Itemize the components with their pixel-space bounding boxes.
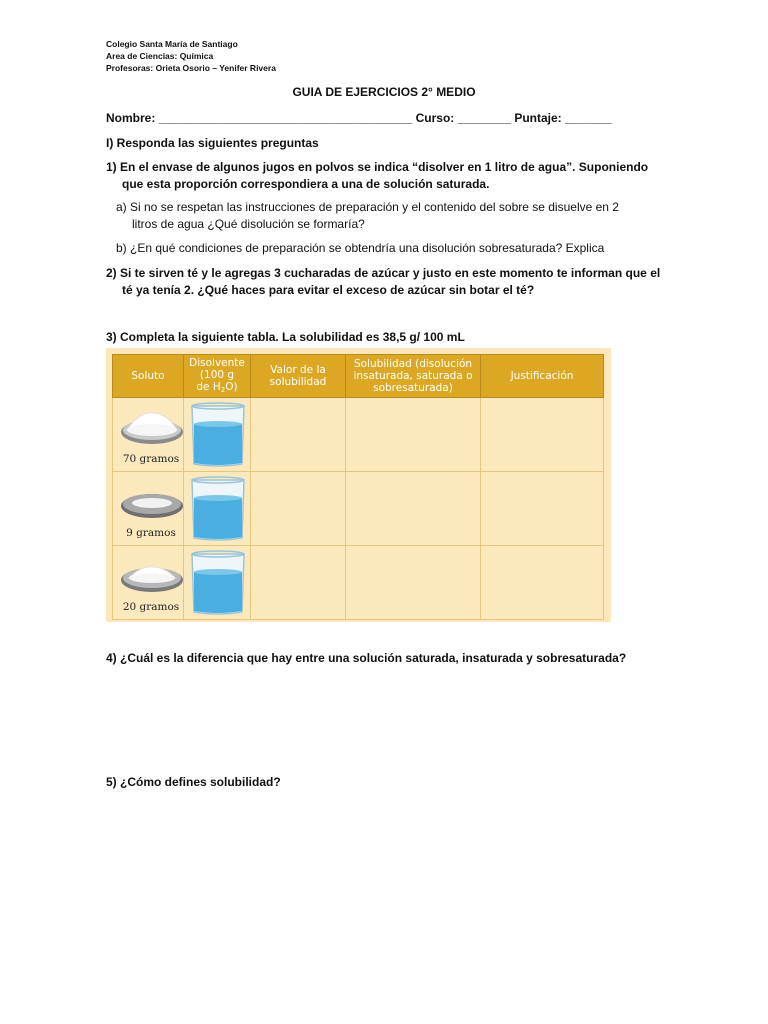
- solvent-cell: [184, 472, 251, 546]
- justificacion-cell[interactable]: [481, 472, 604, 546]
- page-title: GUIA DE EJERCICIOS 2° MEDIO: [292, 85, 476, 99]
- header-disolvente-line-3a: de H: [196, 380, 221, 393]
- justificacion-cell[interactable]: [481, 546, 604, 620]
- solvent-cell: [184, 398, 251, 472]
- question-1-line-1: 1) En el envase de algunos jugos en polvos se indica “disolver en 1 litro de agua”. Suponiendo: [106, 160, 649, 174]
- section-title: I) Responda las siguientes preguntas: [106, 136, 319, 150]
- beaker-water-icon: [188, 476, 248, 542]
- justificacion-cell[interactable]: [481, 398, 604, 472]
- solvent-cell: [184, 546, 251, 620]
- question-1: [106, 159, 666, 193]
- table-header-row: [113, 355, 604, 398]
- header-disolvente-line-2: (100 g: [199, 368, 235, 381]
- header-disolvente-line-1: Disolvente: [189, 356, 245, 369]
- solubility-table: [112, 354, 604, 620]
- solute-amount: 9 gramos: [126, 527, 176, 539]
- solute-amount: 20 gramos: [122, 601, 180, 613]
- header-disolvente-subscript: 2: [220, 385, 226, 394]
- header-justificacion: Justificación: [481, 355, 604, 398]
- question-3: 3) Completa la siguiente tabla. La solubilidad es 38,5 g/ 100 mL: [106, 330, 465, 344]
- solute-cell: [113, 472, 184, 546]
- beaker-water-icon: [188, 550, 248, 616]
- valor-cell[interactable]: [251, 398, 346, 472]
- question-1a-line-1: a) Si no se respetan las instrucciones de preparación y el contenido del sobre se disuelve en 2: [116, 200, 619, 214]
- question-2-line-2: té ya tenía 2. ¿Qué haces para evitar el exceso de azúcar sin botar el té?: [122, 283, 535, 297]
- teachers: Profesoras: Orieta Osorio – Yenifer Rivera: [106, 63, 276, 73]
- dish-heaped-icon: [119, 410, 185, 450]
- beaker-water-icon: [188, 402, 248, 468]
- solubility-table-figure: [106, 348, 611, 622]
- question-1a: [116, 199, 676, 233]
- question-4: 4) ¿Cuál es la diferencia que hay entre una solución saturada, insaturada y sobresaturada?: [106, 651, 627, 665]
- table-row: [113, 546, 604, 620]
- science-area: Area de Ciencias: Química: [106, 51, 214, 61]
- solute-amount: 70 gramos: [122, 453, 180, 465]
- header-disolvente-line-3b: O): [225, 380, 238, 393]
- school-name: Colegio Santa María de Santiago: [106, 39, 238, 49]
- solute-cell: [113, 398, 184, 472]
- question-1b: b) ¿En qué condiciones de preparación se obtendría una disolución sobresaturada? Explica: [116, 241, 605, 255]
- question-2: [106, 265, 676, 299]
- table-row: [113, 472, 604, 546]
- header-soluto: Soluto: [113, 355, 184, 398]
- question-1-line-2: que esta proporción correspondiera a una de solución saturada.: [122, 177, 490, 191]
- dish-small-icon: [119, 484, 185, 524]
- question-1a-line-2: litros de agua ¿Qué disolución se formaría?: [132, 217, 365, 231]
- solubilidad-cell[interactable]: [346, 472, 481, 546]
- solubilidad-cell[interactable]: [346, 546, 481, 620]
- header-valor: Valor de la solubilidad: [251, 355, 346, 398]
- form-line: Nombre: ______________________________________ Curso: ________ Puntaje: _______: [106, 111, 612, 125]
- table-row: [113, 398, 604, 472]
- header-solubilidad: Solubilidad (disolución insaturada, saturada o sobresaturada): [346, 355, 481, 398]
- header-disolvente: [184, 355, 251, 398]
- question-2-line-1: 2) Si te sirven té y le agregas 3 cucharadas de azúcar y justo en este momento te informan que el: [106, 266, 661, 280]
- dish-medium-icon: [119, 558, 185, 598]
- solute-cell: [113, 546, 184, 620]
- valor-cell[interactable]: [251, 472, 346, 546]
- solubilidad-cell[interactable]: [346, 398, 481, 472]
- valor-cell[interactable]: [251, 546, 346, 620]
- question-5: 5) ¿Cómo defines solubilidad?: [106, 775, 281, 789]
